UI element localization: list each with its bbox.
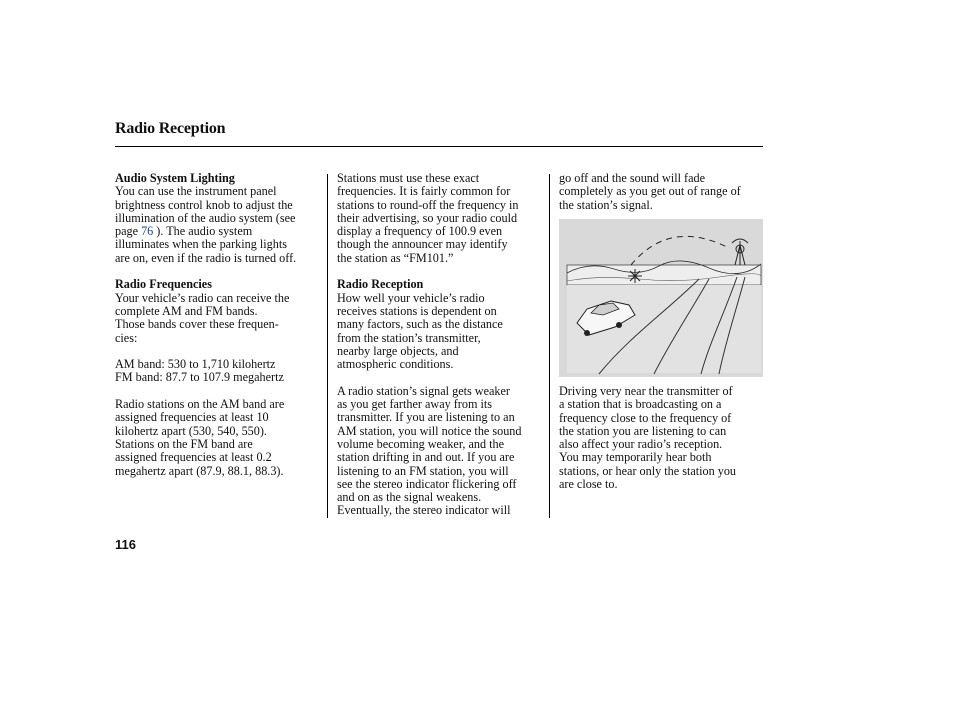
lighting-text-a: You can use the instrument panel brightness control knob to adjust the illumination of the audio system (see page [115, 184, 296, 239]
column-divider [327, 174, 328, 518]
signal-burst-icon [628, 269, 642, 283]
car-transmitter-illustration [559, 219, 763, 377]
driving-paragraph: Driving very near the transmitter of a station that is broadcasting on a frequency close to the frequency of the station you are listening to can also affect your radio’s reception. You may temporarily hear both stations, or hear only the station you are close to. [559, 384, 737, 492]
frequencies-heading: Radio Frequencies [115, 277, 212, 292]
exact-frequencies-paragraph: Stations must use these exact frequencies. It is fairly common for stations to round-off the frequency in their advertising, so your radio could display a frequency of 100.9 even though the announcer may identify the station as “FM101.” [337, 171, 519, 265]
page-number: 116 [115, 537, 136, 552]
title-rule [115, 146, 763, 147]
page-title: Radio Reception [115, 120, 226, 137]
transmitter-tower-icon [732, 239, 748, 265]
spacing-paragraph: Radio stations on the AM band are assigned frequencies at least 10 kilohertz apart (530, 540, 550). Stations on the FM band are assigned frequencies at least 0.2 megahertz apart (87.9, 88.1, 88.3). [115, 397, 285, 478]
column-3 [559, 172, 765, 212]
reception-paragraph: How well your vehicle’s radio receives stations is dependent on many factors, such as the distance from the station’s transmitter, nearby large objects, and atmospheric conditions. [337, 290, 503, 372]
lighting-heading: Audio System Lighting [115, 171, 235, 185]
continuation-paragraph: go off and the sound will fade completely as you get out of range of the station’s signal. [559, 171, 741, 212]
lighting-paragraph [115, 185, 321, 265]
column-divider [549, 174, 550, 518]
frequencies-paragraph: Your vehicle’s radio can receive the complete AM and FM bands. Those bands cover these frequen- cies: [115, 290, 290, 345]
lighting-text-b: ). The audio system illuminates when the parking lights are on, even if the radio is turned off. [115, 224, 297, 265]
column-3-lower [559, 385, 765, 491]
am-band-line: AM band: 530 to 1,710 kilohertz [115, 357, 276, 372]
column-2 [337, 172, 543, 518]
page-reference-link[interactable]: 76 [141, 224, 154, 239]
fm-band-line: FM band: 87.7 to 107.9 megahertz [115, 370, 284, 385]
column-1 [115, 172, 321, 478]
radio-reception-illustration [559, 219, 763, 377]
signal-paragraph: A radio station’s signal gets weaker as you get farther away from its transmitter. If you are listening to an AM station, you will notice the sound volume becoming weaker, and the station drifting in and out. If you are listening to an FM station, you will see the stereo indicator flickering off and on as the signal weakens. Eventually, the stereo indicator will [337, 383, 522, 518]
reception-heading: Radio Reception [337, 277, 424, 292]
